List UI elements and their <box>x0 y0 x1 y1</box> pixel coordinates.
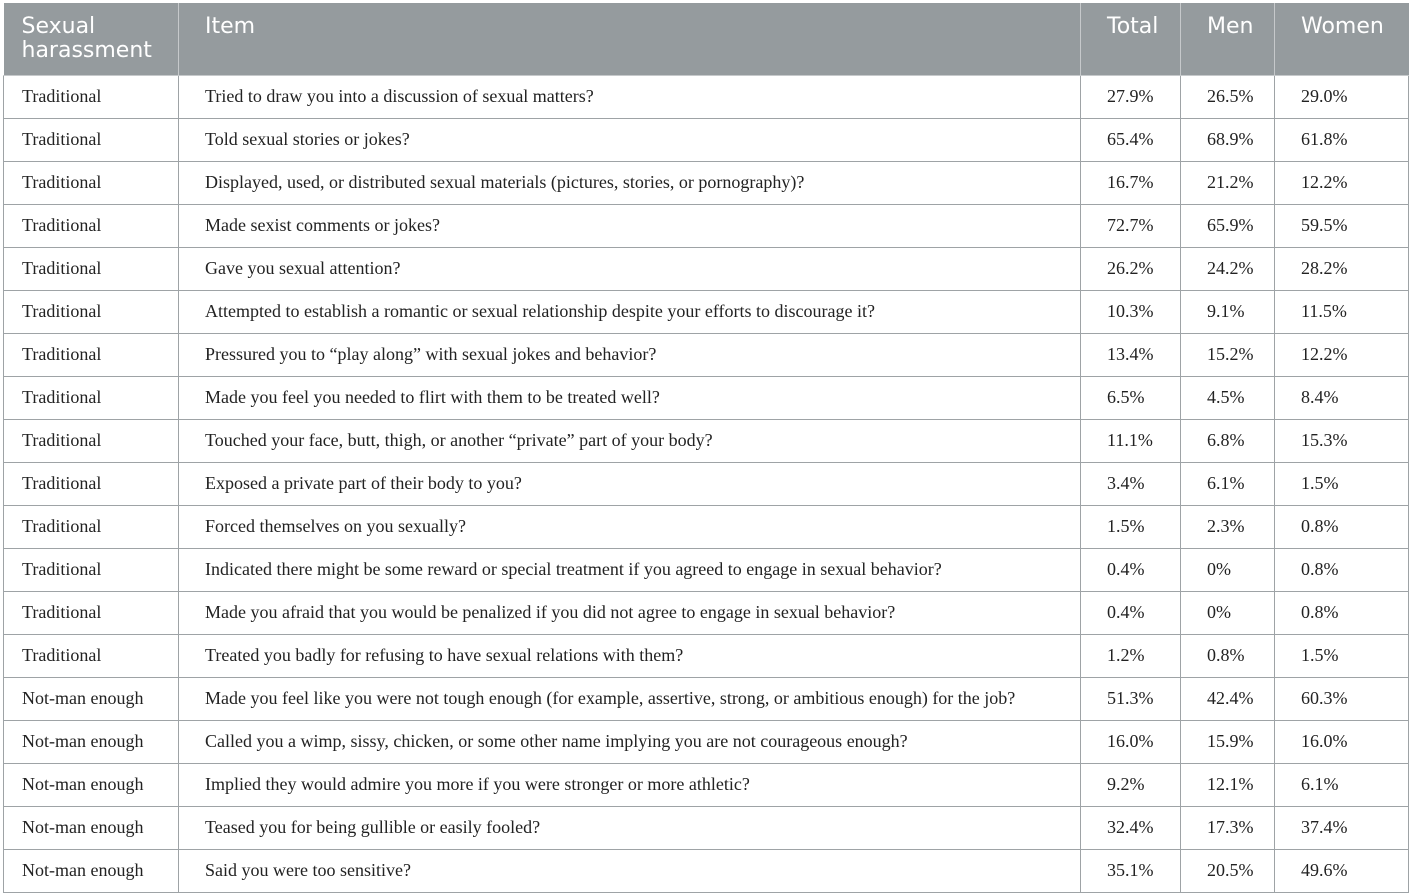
category-cell: Traditional <box>4 204 179 247</box>
men-cell: 9.1% <box>1181 290 1275 333</box>
men-cell: 0% <box>1181 591 1275 634</box>
women-cell: 0.8% <box>1275 505 1409 548</box>
category-cell: Not-man enough <box>4 720 179 763</box>
total-cell: 72.7% <box>1081 204 1181 247</box>
item-cell: Pressured you to “play along” with sexual jokes and behavior? <box>179 333 1081 376</box>
category-cell: Traditional <box>4 462 179 505</box>
women-cell: 37.4% <box>1275 806 1409 849</box>
women-cell: 28.2% <box>1275 247 1409 290</box>
women-cell: 29.0% <box>1275 75 1409 118</box>
item-cell: Exposed a private part of their body to you? <box>179 462 1081 505</box>
item-cell: Made you afraid that you would be penalized if you did not agree to engage in sexual behavior? <box>179 591 1081 634</box>
table-row <box>4 806 1409 849</box>
women-cell: 1.5% <box>1275 634 1409 677</box>
item-cell: Forced themselves on you sexually? <box>179 505 1081 548</box>
women-cell: 16.0% <box>1275 720 1409 763</box>
header-sexual-harassment: Sexual harassment <box>4 3 179 75</box>
item-cell: Said you were too sensitive? <box>179 849 1081 892</box>
category-cell: Traditional <box>4 376 179 419</box>
category-cell: Traditional <box>4 591 179 634</box>
total-cell: 1.2% <box>1081 634 1181 677</box>
category-cell: Traditional <box>4 161 179 204</box>
item-cell: Told sexual stories or jokes? <box>179 118 1081 161</box>
category-cell: Not-man enough <box>4 849 179 892</box>
header-women: Women <box>1275 3 1409 75</box>
total-cell: 13.4% <box>1081 333 1181 376</box>
category-cell: Traditional <box>4 333 179 376</box>
men-cell: 0.8% <box>1181 634 1275 677</box>
category-cell: Traditional <box>4 247 179 290</box>
category-cell: Not-man enough <box>4 806 179 849</box>
category-cell: Traditional <box>4 634 179 677</box>
table-row <box>4 591 1409 634</box>
category-cell: Traditional <box>4 290 179 333</box>
item-cell: Tried to draw you into a discussion of sexual matters? <box>179 75 1081 118</box>
total-cell: 27.9% <box>1081 75 1181 118</box>
item-cell: Gave you sexual attention? <box>179 247 1081 290</box>
table-row <box>4 118 1409 161</box>
category-cell: Not-man enough <box>4 763 179 806</box>
women-cell: 15.3% <box>1275 419 1409 462</box>
header-total: Total <box>1081 3 1181 75</box>
total-cell: 3.4% <box>1081 462 1181 505</box>
item-cell: Made sexist comments or jokes? <box>179 204 1081 247</box>
item-cell: Attempted to establish a romantic or sexual relationship despite your efforts to discourage it? <box>179 290 1081 333</box>
table-row <box>4 376 1409 419</box>
item-cell: Treated you badly for refusing to have sexual relations with them? <box>179 634 1081 677</box>
category-cell: Traditional <box>4 548 179 591</box>
total-cell: 35.1% <box>1081 849 1181 892</box>
total-cell: 51.3% <box>1081 677 1181 720</box>
men-cell: 68.9% <box>1181 118 1275 161</box>
men-cell: 15.2% <box>1181 333 1275 376</box>
item-cell: Implied they would admire you more if you were stronger or more athletic? <box>179 763 1081 806</box>
women-cell: 49.6% <box>1275 849 1409 892</box>
table-row <box>4 677 1409 720</box>
total-cell: 65.4% <box>1081 118 1181 161</box>
total-cell: 16.7% <box>1081 161 1181 204</box>
total-cell: 16.0% <box>1081 720 1181 763</box>
women-cell: 11.5% <box>1275 290 1409 333</box>
header-men: Men <box>1181 3 1275 75</box>
table-row <box>4 462 1409 505</box>
table-row <box>4 763 1409 806</box>
men-cell: 26.5% <box>1181 75 1275 118</box>
men-cell: 4.5% <box>1181 376 1275 419</box>
category-cell: Traditional <box>4 75 179 118</box>
men-cell: 2.3% <box>1181 505 1275 548</box>
total-cell: 9.2% <box>1081 763 1181 806</box>
women-cell: 6.1% <box>1275 763 1409 806</box>
table-row <box>4 75 1409 118</box>
table-row <box>4 849 1409 892</box>
item-cell: Teased you for being gullible or easily fooled? <box>179 806 1081 849</box>
item-cell: Touched your face, butt, thigh, or another “private” part of your body? <box>179 419 1081 462</box>
table-row <box>4 548 1409 591</box>
total-cell: 32.4% <box>1081 806 1181 849</box>
total-cell: 0.4% <box>1081 591 1181 634</box>
item-cell: Indicated there might be some reward or special treatment if you agreed to engage in sexual behavior? <box>179 548 1081 591</box>
women-cell: 0.8% <box>1275 548 1409 591</box>
total-cell: 10.3% <box>1081 290 1181 333</box>
table-row <box>4 290 1409 333</box>
men-cell: 12.1% <box>1181 763 1275 806</box>
men-cell: 65.9% <box>1181 204 1275 247</box>
table-row <box>4 505 1409 548</box>
men-cell: 24.2% <box>1181 247 1275 290</box>
men-cell: 21.2% <box>1181 161 1275 204</box>
harassment-table <box>3 3 1409 893</box>
total-cell: 11.1% <box>1081 419 1181 462</box>
item-cell: Made you feel you needed to flirt with them to be treated well? <box>179 376 1081 419</box>
men-cell: 17.3% <box>1181 806 1275 849</box>
total-cell: 1.5% <box>1081 505 1181 548</box>
table-row <box>4 720 1409 763</box>
table-row <box>4 634 1409 677</box>
women-cell: 0.8% <box>1275 591 1409 634</box>
table-row <box>4 247 1409 290</box>
item-cell: Called you a wimp, sissy, chicken, or some other name implying you are not courageous enough? <box>179 720 1081 763</box>
category-cell: Traditional <box>4 505 179 548</box>
category-cell: Traditional <box>4 118 179 161</box>
header-item: Item <box>179 3 1081 75</box>
item-cell: Made you feel like you were not tough enough (for example, assertive, strong, or ambitious enough) for the job? <box>179 677 1081 720</box>
table-row <box>4 161 1409 204</box>
men-cell: 6.8% <box>1181 419 1275 462</box>
table-row <box>4 204 1409 247</box>
table-row <box>4 333 1409 376</box>
men-cell: 20.5% <box>1181 849 1275 892</box>
women-cell: 12.2% <box>1275 333 1409 376</box>
category-cell: Traditional <box>4 419 179 462</box>
men-cell: 42.4% <box>1181 677 1275 720</box>
men-cell: 0% <box>1181 548 1275 591</box>
women-cell: 61.8% <box>1275 118 1409 161</box>
women-cell: 8.4% <box>1275 376 1409 419</box>
women-cell: 1.5% <box>1275 462 1409 505</box>
men-cell: 15.9% <box>1181 720 1275 763</box>
women-cell: 12.2% <box>1275 161 1409 204</box>
men-cell: 6.1% <box>1181 462 1275 505</box>
table-header-row <box>4 3 1409 75</box>
women-cell: 60.3% <box>1275 677 1409 720</box>
category-cell: Not-man enough <box>4 677 179 720</box>
women-cell: 59.5% <box>1275 204 1409 247</box>
total-cell: 26.2% <box>1081 247 1181 290</box>
total-cell: 0.4% <box>1081 548 1181 591</box>
table-row <box>4 419 1409 462</box>
item-cell: Displayed, used, or distributed sexual materials (pictures, stories, or pornography)? <box>179 161 1081 204</box>
total-cell: 6.5% <box>1081 376 1181 419</box>
